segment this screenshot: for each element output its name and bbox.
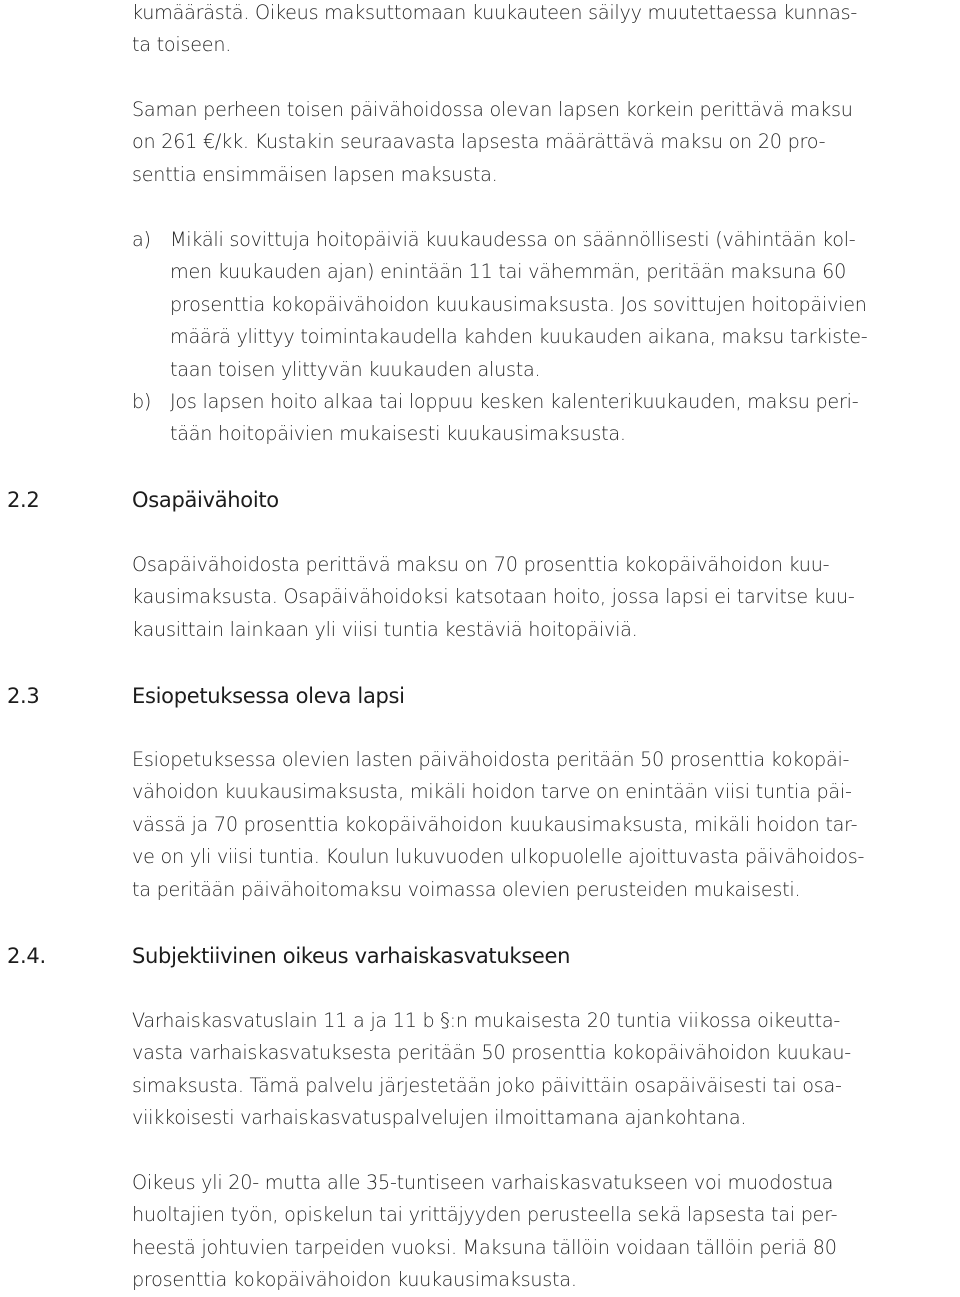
- section-2-4-paragraph-1: Varhaiskasvatuslain 11 a ja 11 b §:n mukaisesta 20 tuntia viikossa oikeutta- vasta varhaiskasvatuksesta peritään 50 prosenttia kokopäivähoidon kuukau- simaksusta. Tämä palvelu järjestetään joko päivittäin osapäiväisesti tai osa- viikkoisesti varhaiskasvatuspalvelujen ilmoittamana ajankohtana.: [132, 1009, 851, 1130]
- fee-conditions-list: [132, 224, 960, 451]
- section-2-3-paragraph: Esiopetuksessa olevien lasten päivähoidosta peritään 50 prosenttia kokopäi- vähoidon kuukausimaksusta, mikäli hoidon tarve on enintään viisi tuntia päi- vässä ja 70 prosenttia kokopäivähoidon kuukausimaksusta, mikäli hoidon tar- ve on yli viisi tuntia. Koulun lukuvuoden ulkopuolelle ajoittuvasta päivähoidos- ta peritään päivähoitomaksu voimassa olevien perusteiden mukaisesti.: [132, 748, 865, 901]
- list-item-text: Jos lapsen hoito alkaa tai loppuu kesken kalenterikuukauden, maksu peri- tään hoitopäivien mukaisesti kuukausimaksusta.: [170, 390, 859, 446]
- section-number: 2.2: [7, 488, 40, 512]
- section-title: Subjektiivinen oikeus varhaiskasvatukseen: [132, 944, 571, 968]
- section-title: Esiopetuksessa oleva lapsi: [132, 684, 405, 708]
- intro-paragraph-2: Saman perheen toisen päivähoidossa olevan lapsen korkein perittävä maksu on 261 €/kk. Kustakin seuraavasta lapsesta määrättävä maksu on 20 pro- senttia ensimmäisen lapsen maksusta.: [132, 98, 853, 186]
- list-marker: a): [132, 228, 151, 251]
- section-2-4-paragraph-2: Oikeus yli 20- mutta alle 35-tuntiseen varhaiskasvatukseen voi muodostua huoltajien työn, opiskelun tai yrittäjyyden perusteella sekä lapsesta tai per- heestä johtuvien tarpeiden vuoksi. Maksuna tällöin voidaan tällöin periä 80 prosenttia kokopäivähoidon kuukausimaksusta.: [132, 1171, 838, 1292]
- section-number: 2.4.: [7, 944, 46, 968]
- list-marker: b): [132, 390, 152, 414]
- section-title: Osapäivähoito: [132, 488, 279, 512]
- section-number: 2.3: [7, 684, 40, 708]
- list-item-a: [132, 224, 960, 386]
- list-item-text: Mikäli sovittuja hoitopäiviä kuukaudessa on säännöllisesti (vähintään kol- men kuukauden ajan) enintään 11 tai vähemmän, peritään maksuna 60 prosenttia kokopäivähoidon kuukausimaksusta. Jos sovittujen hoitopäivien määrä ylittyy toimintakaudella kahden kuukauden aikana, maksu tarkiste- taan toisen ylittyvän kuukauden alusta.: [170, 228, 868, 381]
- intro-paragraph-1: kumäärästä. Oikeus maksuttomaan kuukauteen säilyy muutettaessa kunnas- ta toiseen.: [132, 1, 858, 57]
- list-item-b: [132, 386, 960, 451]
- section-2-2-paragraph: Osapäivähoidosta perittävä maksu on 70 prosenttia kokopäivähoidon kuu- kausimaksusta. Osapäivähoidoksi katsotaan hoito, jossa lapsi ei tarvitse kuu- kausittain lainkaan yli viisi tuntia kestäviä hoitopäiviä.: [132, 553, 855, 641]
